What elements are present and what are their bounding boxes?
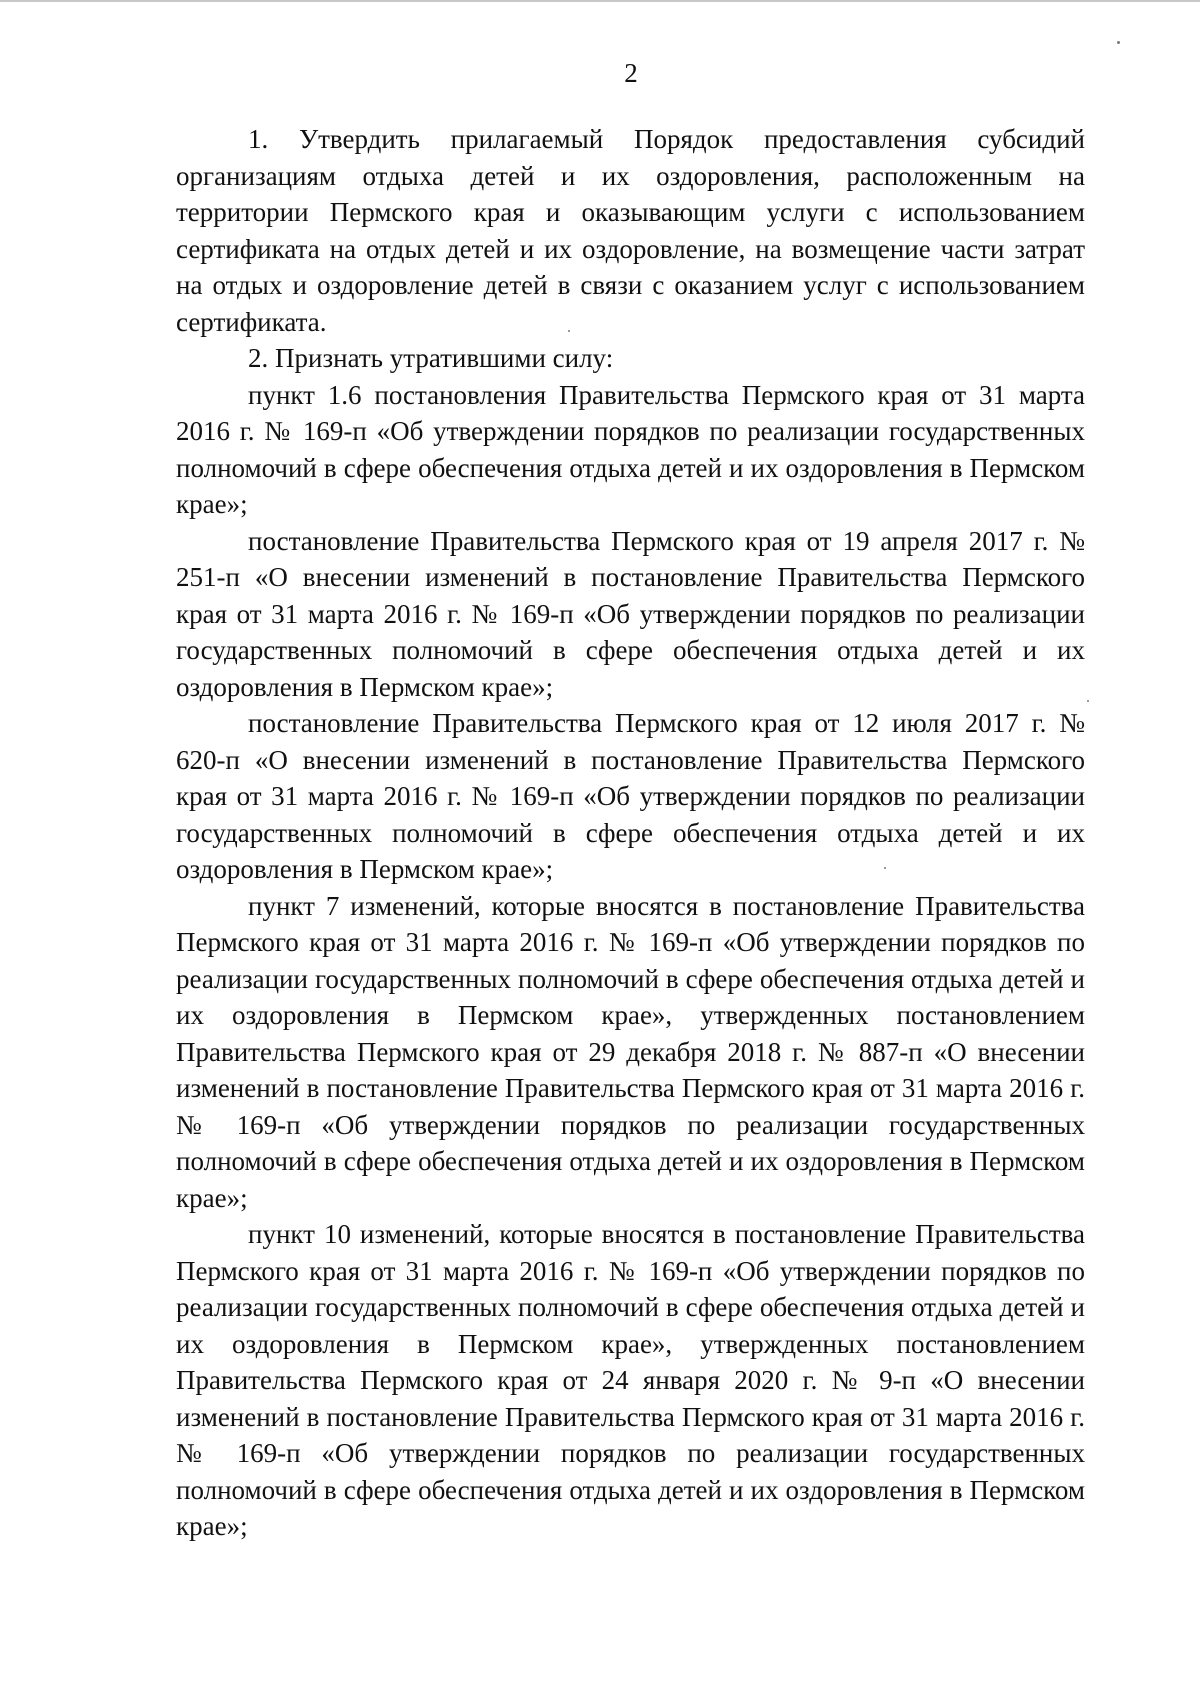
page-number: 2	[624, 58, 638, 88]
scan-speck	[884, 867, 886, 869]
scan-speck	[1087, 700, 1089, 702]
document-body	[176, 121, 1085, 1545]
paragraph-repeal-item-4: пункт 7 изменений, которые вносятся в постановление Правительства Пермского края от 31 марта 2016 г. № 169-п «Об утверждении порядков по реализации государственных полномочий в сфере обеспечения отдыха детей и их оздоровления в Пермском крае», утвержденных постановлением Правительства Пермского края от 29 декабря 2018 г. № 887-п «О внесении изменений в постановление Правительства Пермского края от 31 марта 2016 г. № 169-п «Об утверждении порядков по реализации государственных полномочий в сфере обеспечения отдыха детей и их оздоровления в Пермском крае»;	[176, 890, 1085, 1213]
scan-speck	[1117, 41, 1120, 44]
scan-speck	[568, 330, 570, 332]
paragraph-1-approve-procedure: 1. Утвердить прилагаемый Порядок предоставления субсидий организациям отдыха детей и их оздоровления, расположенным на территории Пермского края и оказывающим услуги с использованием сертификата на отдых детей и их оздоровление, на возмещение части затрат на отдых и оздоровление детей в связи с оказанием услуг с использованием сертификата.	[176, 124, 1085, 337]
paragraph-repeal-item-2: постановление Правительства Пермского края от 19 апреля 2017 г. № 251-п «О внесении изменений в постановление Правительства Пермского края от 31 марта 2016 г. № 169-п «Об утверждении порядков по реализации государственных полномочий в сфере обеспечения отдыха детей и их оздоровления в Пермском крае»;	[176, 525, 1085, 702]
paragraph-repeal-item-3: постановление Правительства Пермского края от 12 июля 2017 г. № 620-п «О внесении изменений в постановление Правительства Пермского края от 31 марта 2016 г. № 169-п «Об утверждении порядков по реализации государственных полномочий в сфере обеспечения отдыха детей и их оздоровления в Пермском крае»;	[176, 708, 1085, 884]
scan-top-edge	[0, 0, 1200, 2]
paragraph-repeal-item-5: пункт 10 изменений, которые вносятся в постановление Правительства Пермского края от 31 марта 2016 г. № 169-п «Об утверждении порядков по реализации государственных полномочий в сфере обеспечения отдыха детей и их оздоровления в Пермском крае», утвержденных постановлением Правительства Пермского края от 24 января 2020 г. № 9-п «О внесении изменений в постановление Правительства Пермского края от 31 марта 2016 г. № 169-п «Об утверждении порядков по реализации государственных полномочий в сфере обеспечения отдыха детей и их оздоровления в Пермском крае»;	[176, 1219, 1085, 1541]
paragraph-repeal-item-1: пункт 1.6 постановления Правительства Пермского края от 31 марта 2016 г. № 169-п «Об утверждении порядков по реализации государственных полномочий в сфере обеспечения отдыха детей и их оздоровления в Пермском крае»;	[176, 379, 1085, 519]
paragraph-2-repeal-heading: 2. Признать утратившими силу:	[248, 343, 614, 373]
